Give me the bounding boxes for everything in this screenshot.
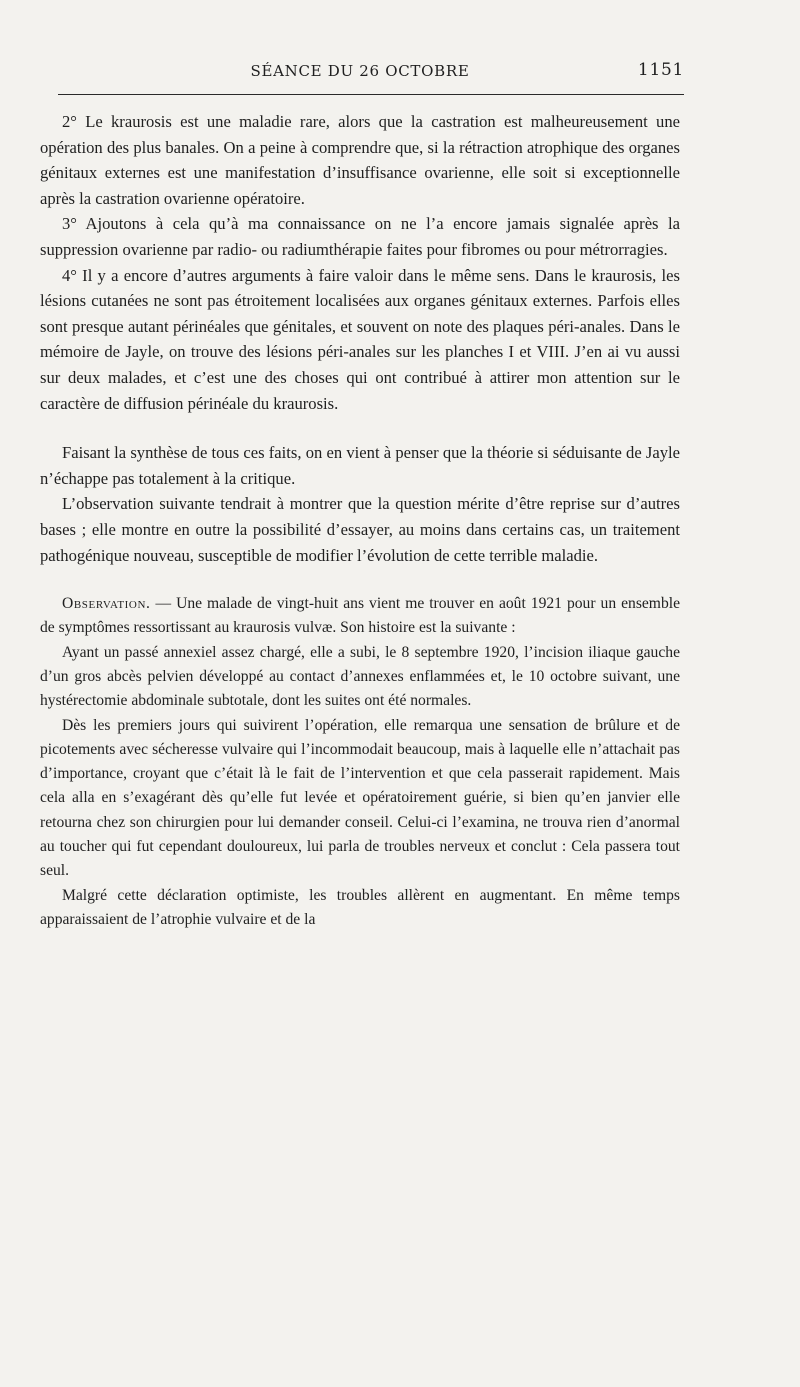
paragraph-observation-intro: L’observation suivante tendrait à montrer que la question mérite d’être reprise sur d’autres bases ; elle montre en outre la possibilité d’essayer, au moins dans certains cas, un traitement pathogénique nouveau, susceptible de modifier l’évolution de cette terrible maladie. xyxy=(40,494,680,565)
header-title: SÉANCE DU 26 OCTOBRE xyxy=(250,62,470,80)
observation-paragraph-symptoms: Dès les premiers jours qui suivirent l’opération, elle remarqua une sensation de brûlure et de picotements avec sécheresse vulvaire qui l’incommodait beaucoup, mais à laquelle elle n’attachait pas d’importance, croyant que c’était là le fait de l’intervention et que cela passerait rapidement. Mais cela alla en s’exagérant dès qu’elle fut levée et opératoirement guérie, si bien qu’en janvier elle retourna chez son chirurgien pour lui demander conseil. Celui-ci l’examina, ne trouva rien d’anormal au toucher qui fut cependant douloureux, lui parla de troubles nerveux et conclut : Cela passera tout seul. xyxy=(40,716,680,880)
paragraph-point-3: 3° Ajoutons à cela qu’à ma connaissance on ne l’a encore jamais signalée après la suppression ovarienne par radio- ou radiumthérapie faites pour fibromes ou pour métrorragies. xyxy=(40,214,680,259)
document-page xyxy=(40,56,684,1346)
running-header xyxy=(40,56,684,86)
main-text xyxy=(40,109,680,568)
paragraph-point-4: 4° Il y a encore d’autres arguments à faire valoir dans le même sens. Dans le kraurosis, les lésions cutanées ne sont pas étroitement localisées aux organes génitaux externes. Parfois elles sont presque autant périnéales que génitales, et souvent on note des plaques péri-anales. Dans le mémoire de Jayle, on trouve des lésions péri-anales sur les planches I et VIII. J’en ai vu aussi sur deux malades, et c’est une des choses qui ont contribué à attirer mon attention sur le caractère de diffusion périnéale du kraurosis. xyxy=(40,265,680,413)
observation-lead-paragraph xyxy=(40,592,680,641)
observation-label: Observation. xyxy=(62,595,151,613)
paragraph-synthesis: Faisant la synthèse de tous ces faits, on en vient à penser que la théorie si séduisante de Jayle n’échappe pas totalement à la critique. xyxy=(40,443,680,488)
observation-lead-text: — Une malade de vingt-huit ans vient me trouver en août 1921 pour un ensemble de symptômes ressortissant au kraurosis vulvæ. Son histoire est la suivante : xyxy=(40,595,680,637)
observation-paragraph-progression: Malgré cette déclaration optimiste, les troubles allèrent en augmentant. En même temps apparaissaient de l’atrophie vulvaire et de la xyxy=(40,886,680,928)
paragraph-point-2: 2° Le kraurosis est une maladie rare, alors que la castration est malheureusement une opération des plus banales. On a peine à comprendre que, si la rétraction atrophique des organes génitaux externes est une manifestation d’insuffisance ovarienne, elle soit si exceptionnelle après la castration ovarienne opératoire. xyxy=(40,112,680,208)
page-number: 1151 xyxy=(637,60,684,80)
observation-paragraph-history: Ayant un passé annexiel assez chargé, elle a subi, le 8 septembre 1920, l’incision iliaque gauche d’un gros abcès pelvien développé au contact d’annexes enflammées et, le 10 octobre suivant, une hystérectomie abdominale subtotale, dont les suites ont été normales. xyxy=(40,643,680,710)
header-rule xyxy=(58,94,684,95)
observation-section xyxy=(40,592,680,932)
